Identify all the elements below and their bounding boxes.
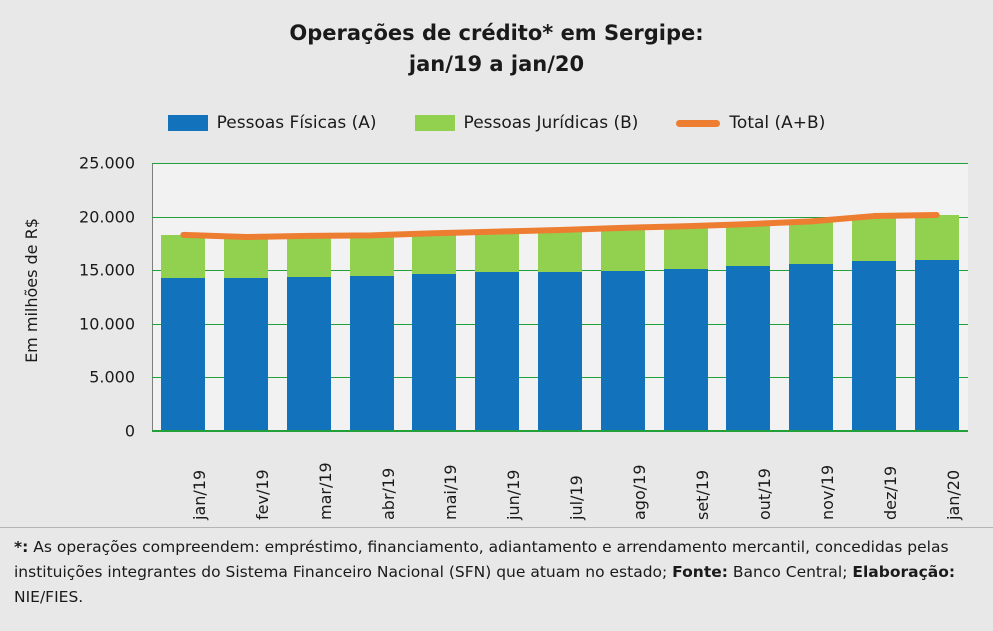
chart-title bbox=[0, 18, 993, 80]
x-axis-tick-label: jan/20 bbox=[943, 469, 963, 520]
plot-area bbox=[152, 163, 968, 431]
x-axis-tick-label: jun/19 bbox=[504, 469, 524, 520]
footnote-source-value: Banco Central; bbox=[727, 563, 848, 581]
legend-line-total bbox=[676, 120, 720, 127]
x-axis-tick-label: mai/19 bbox=[441, 464, 461, 520]
footnote-author-label: Elaboração: bbox=[852, 563, 956, 581]
chart-title-line-2: jan/19 a jan/20 bbox=[408, 52, 585, 76]
x-axis-tick-label: dez/19 bbox=[880, 465, 900, 520]
y-axis-tick-label: 10.000 bbox=[79, 314, 135, 334]
y-axis-tick-label: 0 bbox=[124, 421, 135, 441]
chart-legend bbox=[0, 113, 993, 133]
y-axis-tick-label: 25.000 bbox=[79, 153, 135, 173]
legend-label-pessoas-fisicas: Pessoas Físicas (A) bbox=[216, 113, 377, 133]
legend-swatch-pessoas-juridicas bbox=[415, 115, 455, 131]
y-axis-ticks bbox=[32, 153, 144, 441]
gridline bbox=[152, 431, 968, 432]
footnote-divider bbox=[0, 527, 993, 528]
total-line-series bbox=[152, 163, 968, 431]
x-axis-tick-label: jan/19 bbox=[190, 469, 210, 520]
x-axis-tick-label: fev/19 bbox=[253, 469, 273, 520]
y-axis-tick-label: 20.000 bbox=[79, 207, 135, 227]
footnote-author-value: NIE/FIES. bbox=[14, 588, 84, 606]
chart-title-line-1: Operações de crédito* em Sergipe: bbox=[289, 21, 704, 45]
y-axis-tick-label: 15.000 bbox=[79, 260, 135, 280]
y-axis-title-text: Em milhões de R$ bbox=[21, 217, 41, 363]
x-axis-labels bbox=[152, 436, 968, 526]
x-axis-tick-label: jul/19 bbox=[567, 475, 586, 520]
x-axis-tick-label: ago/19 bbox=[629, 464, 649, 520]
x-axis-tick-label: abr/19 bbox=[378, 467, 398, 520]
legend-item-pessoas-juridicas[interactable] bbox=[415, 113, 639, 133]
total-line bbox=[183, 215, 936, 237]
legend-label-pessoas-juridicas: Pessoas Jurídicas (B) bbox=[463, 113, 639, 133]
legend-swatch-pessoas-fisicas bbox=[168, 115, 208, 131]
legend-item-total[interactable] bbox=[676, 113, 825, 133]
x-axis-tick-label: set/19 bbox=[692, 469, 712, 520]
x-axis-tick-label: out/19 bbox=[755, 468, 775, 520]
legend-item-pessoas-fisicas[interactable] bbox=[168, 113, 377, 133]
legend-label-total: Total (A+B) bbox=[729, 113, 826, 133]
footnote-text: As operações compreendem: empréstimo, financiamento, adiantamento e arrendamento mercantil, concedidas pelas instituições integrantes do Sistema Financeiro Nacional (SFN) que atuam no estado; bbox=[14, 538, 949, 581]
footnote bbox=[14, 535, 980, 610]
x-axis-tick-label: nov/19 bbox=[818, 464, 838, 520]
footnote-mark: *: bbox=[14, 538, 29, 556]
x-axis-tick-label: mar/19 bbox=[315, 462, 335, 520]
y-axis-tick-label: 5.000 bbox=[89, 367, 135, 387]
x-axis-line bbox=[152, 430, 968, 431]
footnote-source-label: Fonte: bbox=[672, 563, 728, 581]
